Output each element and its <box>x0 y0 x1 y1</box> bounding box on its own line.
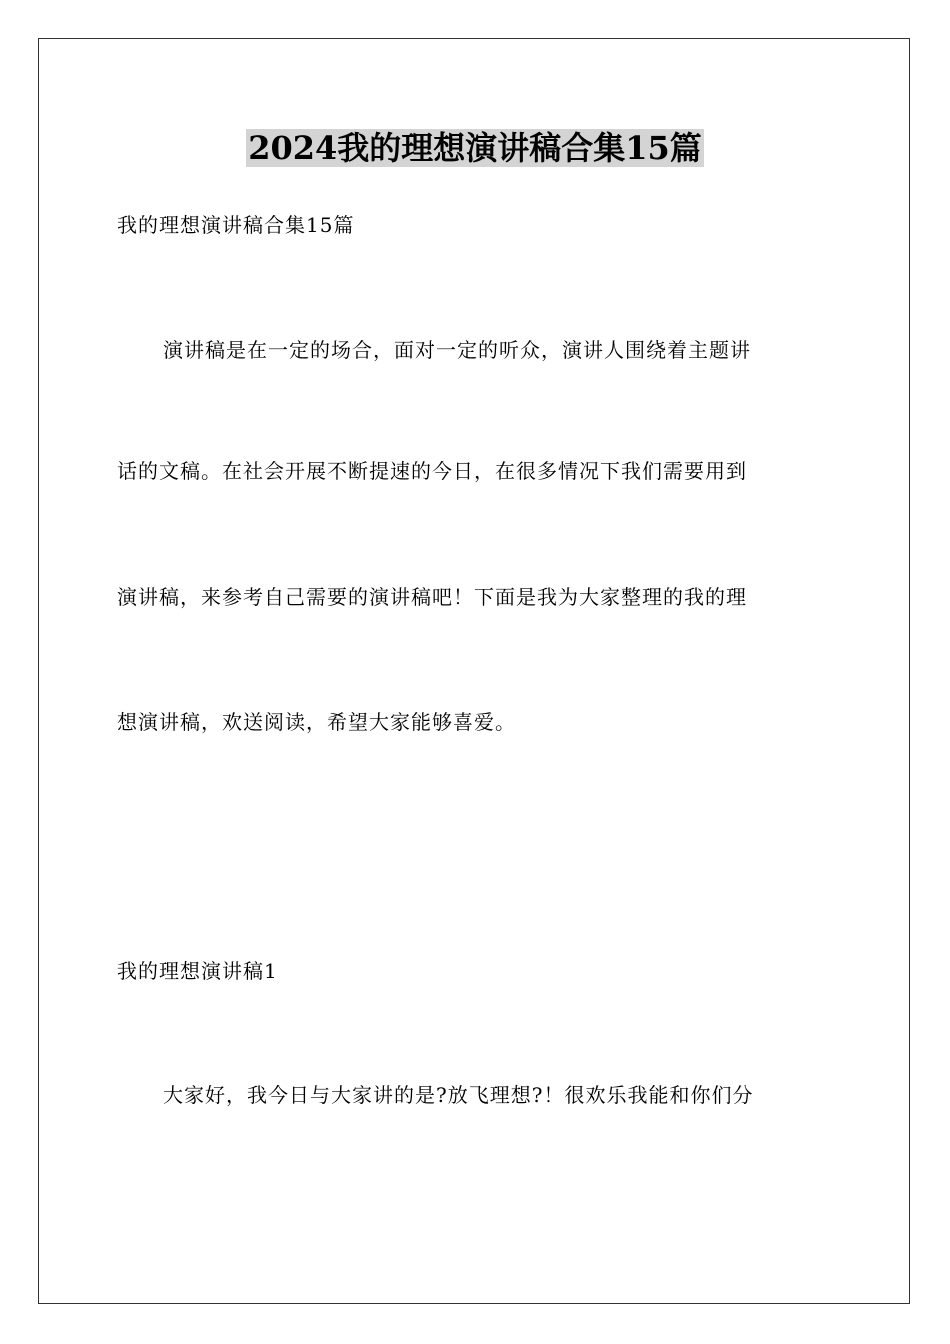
intro-line-3: 演讲稿，来参考自己需要的演讲稿吧！下面是我为大家整理的我的理 <box>117 585 747 609</box>
document-title-text: 2024我的理想演讲稿合集15篇 <box>248 129 702 167</box>
section-line-1: 大家好，我今日与大家讲的是?放飞理想?！很欢乐我能和你们分 <box>163 1083 754 1107</box>
document-subtitle: 我的理想演讲稿合集15篇 <box>117 213 355 237</box>
intro-line-2: 话的文稿。在社会开展不断提速的今日，在很多情况下我们需要用到 <box>117 459 747 483</box>
section-heading: 我的理想演讲稿1 <box>117 959 278 983</box>
document-title <box>0 128 950 168</box>
intro-line-1: 演讲稿是在一定的场合，面对一定的听众，演讲人围绕着主题讲 <box>163 338 751 362</box>
intro-line-4: 想演讲稿，欢送阅读，希望大家能够喜爱。 <box>117 710 516 734</box>
